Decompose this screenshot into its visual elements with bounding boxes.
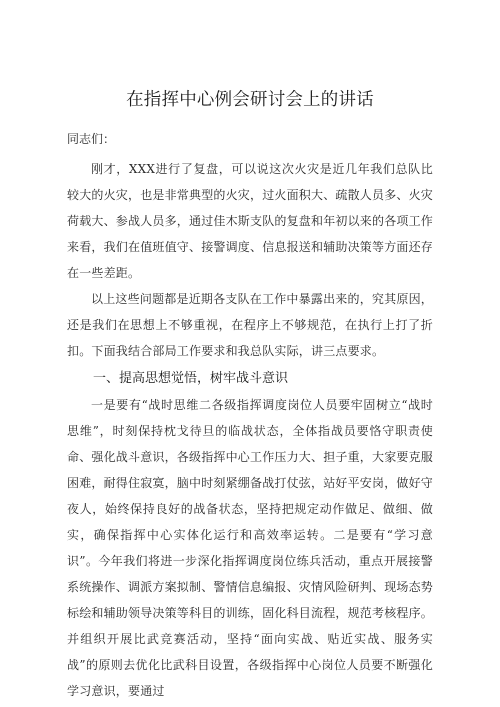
document-title: 在指挥中心例会研讨会上的讲话 xyxy=(126,90,374,110)
section-heading-1: 一、提高思想觉悟，树牢战斗意识 xyxy=(93,371,289,386)
salutation: 同志们： xyxy=(67,132,116,146)
section-paragraph-1: 一是要有“战时思维二各级指挥调度岗位人员要牢固树立“战时思维”，时刻保持枕戈待旦的临战状态，全体指战员要恪守职责使命、强化战斗意识，各级指挥中心工作压力大、担子重，大家要克服困难，耐得住寂寞，脑中时刻紧绷备战打仗弦，站好平安岗，做好守夜人，始终保持良好的战备状态，坚持把规定动作做足、做细、做实，确保指挥中心实体化运行和高效率运转。二是要有“学习意识”。今年我们将进一步深化指挥调度岗位练兵活动，重点开展接警系统操作、调派方案拟制、警情信息编报、灾情风险研判、现场态势标绘和辅助领导决策等科目的训练，固化科目流程，规范考核程序。并组织开展比武竞赛活动，坚持“面向实战、贴近实战、服务实战”的原则去优化比武科目设置，各级指挥中心岗位人员要不断强化学习意识，要通过 xyxy=(67,398,434,698)
body-paragraph-2: 以上这些问题都是近期各支队在工作中暴露出来的，究其原因，还是我们在思想上不够重视，在程序上不够规范，在执行上打了折扣。下面我结合部局工作要求和我总队实际，讲三点要求。 xyxy=(67,292,433,358)
body-paragraph-1: 刚才，XXX进行了复盘，可以说这次火灾是近几年我们总队比较大的火灾，也是非常典型的火灾，过火面积大、疏散人员多、火灾荷载大、参战人员多，通过佳木斯支队的复盘和年初以来的各项工作来看，我们在值班值守、接警调度、信息报送和辅助决策等方面还存在一些差距。 xyxy=(67,162,434,280)
